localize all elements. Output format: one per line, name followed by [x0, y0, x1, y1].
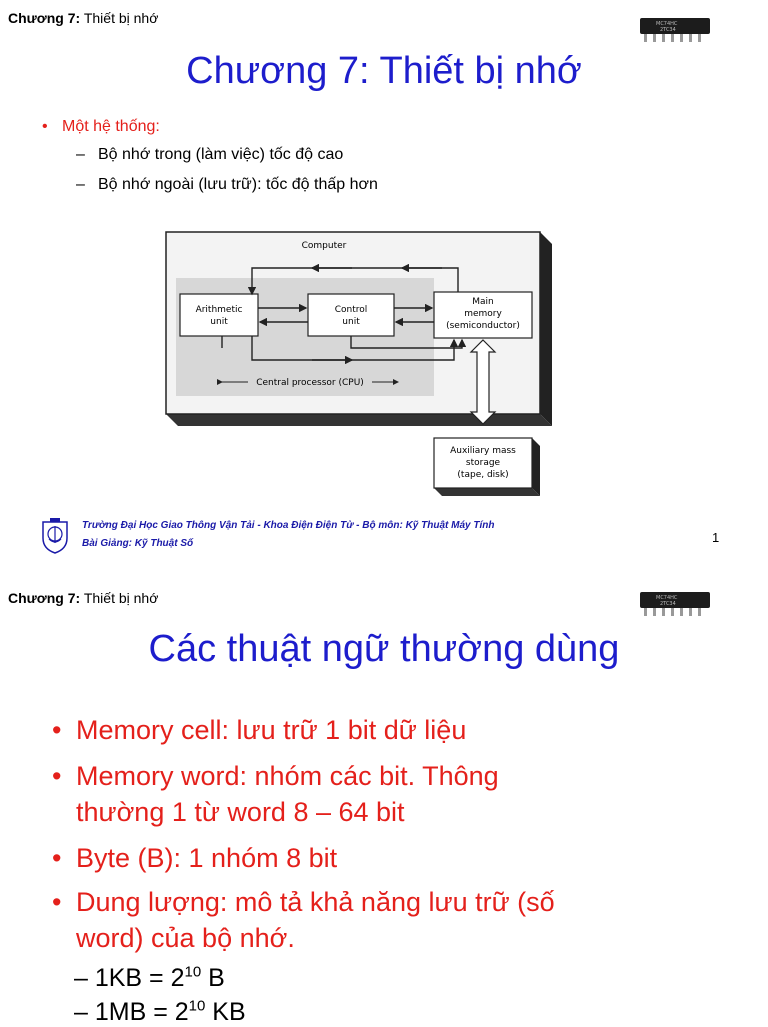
- chapter-header: [8, 590, 158, 606]
- bullet-capacity-cont: word) của bộ nhớ.: [76, 923, 295, 953]
- bullet-dot: •: [52, 887, 62, 917]
- bullet-memory-word-text: Memory word: nhóm các bit. Thông: [76, 761, 499, 791]
- computer-architecture-diagram: [162, 228, 576, 506]
- chip-label-top: MC74HC: [656, 21, 678, 27]
- chapter-header-text: Thiết bị nhớ: [83, 590, 159, 606]
- aux-storage-label-2: storage: [465, 458, 501, 468]
- kb-unit: B: [201, 964, 225, 992]
- bullet-byte-text: Byte (B): 1 nhóm 8 bit: [76, 843, 338, 873]
- bullet-system: [42, 118, 160, 136]
- computer-label: Computer: [301, 241, 347, 251]
- mb-exponent: 10: [188, 997, 206, 1015]
- bullet-dot: •: [42, 118, 48, 135]
- sub-bullet-internal-memory-text: Bộ nhớ trong (làm việc) tốc độ cao: [98, 146, 344, 163]
- aux-storage-label-1: Auxiliary mass: [450, 446, 516, 456]
- bullet-memory-cell: [52, 712, 732, 748]
- chip-icon: [636, 588, 714, 620]
- kb-exponent: 10: [184, 963, 202, 981]
- kb-text: – 1KB = 2: [74, 964, 185, 992]
- aux-box-side: [532, 438, 540, 496]
- bullet-dot: •: [52, 843, 62, 873]
- computer-box-bottom: [166, 414, 552, 426]
- chip-label-bottom: 2TC34: [660, 27, 676, 33]
- chapter-header: [8, 10, 158, 26]
- chip-label-top: MC74HC: [656, 595, 678, 601]
- sub-bullet-external-memory-text: Bộ nhớ ngoài (lưu trữ): tốc độ thấp hơn: [98, 176, 378, 193]
- control-unit-box: [308, 294, 394, 336]
- arithmetic-unit-label-1: Arithmetic: [195, 305, 243, 315]
- page-number: 1: [712, 530, 720, 545]
- bullet-capacity-text: Dung lượng: mô tả khả năng lưu trữ (số: [76, 887, 555, 917]
- bullet-memory-cell-text: Memory cell: lưu trữ 1 bit dữ liệu: [76, 715, 467, 745]
- chapter-header-text: Thiết bị nhớ: [83, 10, 159, 26]
- slide-2: [0, 578, 768, 1024]
- bullet-dot: •: [52, 761, 62, 791]
- bullet-byte: [52, 840, 732, 876]
- main-memory-label-1: Main: [472, 297, 494, 307]
- footer-course: Bài Giảng: Kỹ Thuật Số: [82, 538, 194, 549]
- dash: –: [76, 176, 85, 193]
- bullet-dot: •: [52, 715, 62, 745]
- aux-box-bottom: [434, 488, 540, 496]
- main-memory-label-2: memory: [464, 309, 502, 319]
- control-unit-label-1: Control: [334, 305, 368, 315]
- sub-bullet-mb: [74, 998, 246, 1027]
- footer-institution: Trường Đại Học Giao Thông Vận Tải - Khoa Điện Điện Tử - Bộ môn: Kỹ Thuật Máy Tính: [82, 520, 495, 531]
- chip-icon: [636, 14, 714, 46]
- cpu-label: Central processor (CPU): [256, 378, 364, 388]
- bullet-memory-word: [52, 758, 732, 794]
- slide-title: Chương 7: Thiết bị nhớ: [186, 50, 582, 92]
- sub-bullet-internal-memory: [76, 146, 343, 164]
- mb-text: – 1MB = 2: [74, 998, 189, 1026]
- bullet-system-text: Một hệ thống:: [62, 118, 160, 135]
- chapter-header-bold: Chương 7:: [8, 590, 81, 606]
- chapter-header-bold: Chương 7:: [8, 10, 81, 26]
- university-logo-icon: [40, 516, 70, 554]
- chip-label-bottom: 2TC34: [660, 601, 676, 607]
- sub-bullet-external-memory: [76, 176, 378, 194]
- dash: –: [76, 146, 85, 163]
- control-unit-label-2: unit: [342, 317, 360, 327]
- bullet-memory-word-cont: thường 1 từ word 8 – 64 bit: [76, 797, 405, 827]
- computer-box-side: [540, 232, 552, 426]
- arithmetic-unit-box: [180, 294, 258, 336]
- slide-title: Các thuật ngữ thường dùng: [148, 628, 620, 670]
- main-memory-label-3: (semiconductor): [446, 321, 520, 331]
- aux-storage-label-3: (tape, disk): [457, 470, 509, 480]
- mb-unit: KB: [205, 998, 246, 1026]
- bullet-capacity: [52, 884, 732, 920]
- sub-bullet-kb: [74, 964, 225, 993]
- arithmetic-unit-label-2: unit: [210, 317, 228, 327]
